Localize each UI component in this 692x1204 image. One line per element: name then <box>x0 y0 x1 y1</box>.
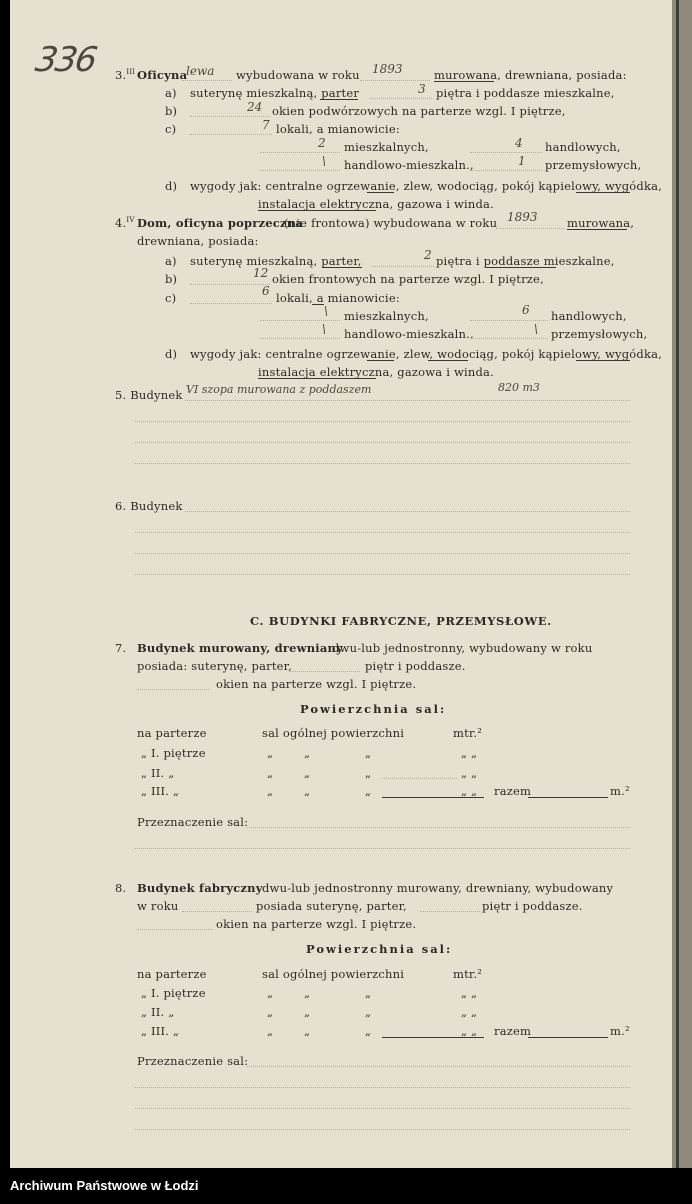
s3-t-mieszk: mieszkalnych, <box>344 140 429 154</box>
s8-row-label: na parterze <box>137 967 207 981</box>
ditto: „ <box>304 784 311 798</box>
fill-line <box>135 848 630 849</box>
fill-line <box>290 671 360 672</box>
ditto: „ <box>365 766 372 780</box>
s3-d-label: d) <box>165 179 178 193</box>
fill-line <box>135 463 630 464</box>
s3-text: wybudowana w roku <box>236 68 360 82</box>
s8-number: 8. <box>115 881 127 895</box>
s7-title: Budynek murowany, drewniany <box>137 641 343 655</box>
s4-c-text: lokali, a mianowicie: <box>276 291 400 305</box>
underline <box>567 229 627 230</box>
underline <box>434 81 494 82</box>
s4-a-text: suterynę mieszkalną, parter, <box>190 254 362 268</box>
s7-razem: razem <box>494 784 532 798</box>
s4-text: murowana, <box>567 216 635 230</box>
s7-text: piętr i poddasze. <box>365 659 466 673</box>
s7-number: 7. <box>115 641 127 655</box>
s4-hw-year: 1893 <box>507 210 538 224</box>
underline <box>367 360 394 361</box>
s7-przeznaczenie: Przeznaczenie sal: <box>137 815 249 829</box>
underline <box>322 267 362 268</box>
fill-line <box>135 574 630 575</box>
s8-title: Budynek fabryczny <box>137 881 263 895</box>
fill-line <box>370 98 432 99</box>
ditto: „ <box>267 1005 274 1019</box>
underline <box>428 360 468 361</box>
sum-line <box>528 1037 608 1038</box>
underline <box>320 99 358 100</box>
fill-line <box>135 442 630 443</box>
underline <box>576 360 630 361</box>
s4-t-przem: przemysłowych, <box>551 327 648 341</box>
s3-hw-side: lewa <box>186 64 215 78</box>
s8-row-text: sal ogólnej powierzchni <box>262 967 405 981</box>
fill-line <box>470 320 548 321</box>
s7-row-label: „ III. „ <box>141 784 180 798</box>
ditto: „ <box>267 746 274 760</box>
fill-line <box>382 778 457 779</box>
s3-title: Oficyna <box>137 68 188 82</box>
ditto: „ „ <box>461 784 478 798</box>
ditto: „ <box>365 1024 372 1038</box>
ditto: „ <box>304 746 311 760</box>
s7-m2: m.² <box>610 784 630 798</box>
fill-line <box>137 929 213 930</box>
fill-line <box>185 511 630 512</box>
fill-line <box>420 911 480 912</box>
fill-line <box>135 1108 630 1109</box>
s8-text: okien na parterze wzgl. I piętrze. <box>216 917 417 931</box>
fill-line <box>260 320 340 321</box>
fill-line <box>470 152 542 153</box>
s3-hw-lokali: 7 <box>262 118 270 132</box>
s4-hw-handl: 6 <box>522 303 530 317</box>
s3-b-text: okien podwórzowych na parterze wzgl. I piętrze, <box>272 104 566 118</box>
s4-hw-windows: 12 <box>253 266 269 280</box>
s4-hw-przem: \ <box>534 322 539 336</box>
s4-hw-hm: \ <box>322 322 327 336</box>
s3-hw-przem: 1 <box>518 154 526 168</box>
fill-line <box>360 80 430 81</box>
s3-hw-mieszk: 2 <box>318 136 326 150</box>
s3-d-text: instalacja elektryczna, gazowa i winda. <box>258 197 494 211</box>
s4-a-label: a) <box>165 254 177 268</box>
fill-line <box>135 532 630 533</box>
s3-hw-handl: 4 <box>515 136 523 150</box>
s8-text: dwu-lub jednostronny murowany, drewniany, wybudowany <box>262 881 614 895</box>
s7-row-text: sal ogólnej powierzchni <box>262 726 405 740</box>
ditto: „ <box>365 784 372 798</box>
s3-a-text: piętra i poddasze mieszkalne, <box>436 86 615 100</box>
fill-line <box>190 116 270 117</box>
underline <box>312 304 324 305</box>
ditto: „ <box>365 986 372 1000</box>
s4-text: (nie frontowa) wybudowana w roku <box>284 216 498 230</box>
s7-row-unit: mtr.² <box>453 726 483 740</box>
underline <box>486 267 556 268</box>
fill-line <box>372 266 434 267</box>
s7-row-label: na parterze <box>137 726 207 740</box>
s7-text: okien na parterze wzgl. I piętrze. <box>216 677 417 691</box>
s4-d-text: wygody jak: centralne ogrzewanie, zlew, wodociąg, pokój kąpielowy, wygódka, <box>190 347 663 361</box>
s8-razem: razem <box>494 1024 532 1038</box>
fill-line <box>137 689 209 690</box>
s4-hw-lokali: 6 <box>262 284 270 298</box>
fill-line <box>135 1087 630 1088</box>
s4-hw-floors: 2 <box>424 248 432 262</box>
s4-number: 4.$^{IV}$ <box>115 216 135 230</box>
s4-hw-mieszk: \ <box>324 304 329 318</box>
fill-line <box>247 827 630 828</box>
s3-t-przem: przemysłowych, <box>545 158 642 172</box>
fill-line <box>135 1129 630 1130</box>
s4-b-label: b) <box>165 272 178 286</box>
s3-t-hm: handlowo-mieszkaln., <box>344 158 474 172</box>
s7-pow-heading: Powierzchnia sal: <box>300 702 447 716</box>
document-page <box>10 0 672 1168</box>
s4-c-label: c) <box>165 291 177 305</box>
page-number-handwritten: 336 <box>32 40 99 80</box>
s4-a-text: piętra i poddasze mieszkalne, <box>436 254 615 268</box>
ditto: „ „ <box>461 1024 478 1038</box>
s8-przeznaczenie: Przeznaczenie sal: <box>137 1054 249 1068</box>
s7-text: posiada: suterynę, parter, <box>137 659 292 673</box>
s3-c-text: lokali, a mianowicie: <box>276 122 400 136</box>
underline <box>367 192 394 193</box>
ditto: „ „ <box>461 766 478 780</box>
s5-label: 5. Budynek <box>115 388 183 402</box>
s6-label: 6. Budynek <box>115 499 183 513</box>
fill-line <box>260 152 340 153</box>
s3-c-label: c) <box>165 122 177 136</box>
s4-title: Dom, oficyna poprzeczna <box>137 216 303 230</box>
fill-line <box>135 553 630 554</box>
fill-line <box>247 1066 630 1067</box>
s4-d-text: instalacja elektryczna, gazowa i winda. <box>258 365 494 379</box>
s8-text: w roku <box>137 899 179 913</box>
fill-line <box>190 134 272 135</box>
s3-t-handl: handlowych, <box>545 140 621 154</box>
ditto: „ „ <box>461 746 478 760</box>
s8-row-label: „ III. „ <box>141 1024 180 1038</box>
s8-text: piętr i poddasze. <box>482 899 583 913</box>
s7-row-label: „ I. piętrze <box>141 746 206 760</box>
s8-text: posiada suterynę, parter, <box>256 899 407 913</box>
ditto: „ <box>267 784 274 798</box>
s3-a-text: suterynę mieszkalną, parter <box>190 86 360 100</box>
s8-row-label: „ II. „ <box>141 1005 175 1019</box>
s4-d-label: d) <box>165 347 178 361</box>
fill-line <box>470 170 542 171</box>
s3-d-text: wygody jak: centralne ogrzewanie, zlew, wodociąg, pokój kąpielowy, wygódka, <box>190 179 663 193</box>
ditto: „ <box>267 986 274 1000</box>
underline <box>258 210 376 211</box>
section-c-heading: C. BUDYNKI FABRYCZNE, PRZEMYSŁOWE. <box>250 614 552 628</box>
fill-line <box>190 284 270 285</box>
s4-t-mieszk: mieszkalnych, <box>344 309 429 323</box>
fill-line <box>182 911 252 912</box>
s3-b-label: b) <box>165 104 178 118</box>
ditto: „ <box>365 746 372 760</box>
s3-hw-floors: 3 <box>418 82 426 96</box>
fill-line <box>496 228 564 229</box>
s4-text: drewniana, posiada: <box>137 234 259 248</box>
archive-name: Archiwum Państwowe w Łodzi <box>10 1178 199 1193</box>
s4-t-handl: handlowych, <box>551 309 627 323</box>
ditto: „ <box>304 1005 311 1019</box>
underline <box>258 378 376 379</box>
underline <box>576 192 630 193</box>
ditto: „ „ <box>461 986 478 1000</box>
s5-handwriting: VI szopa murowana z poddaszem <box>186 383 372 396</box>
ditto: „ <box>304 986 311 1000</box>
s7-row-label: „ II. „ <box>141 766 175 780</box>
sum-line <box>528 797 608 798</box>
fill-line <box>260 170 340 171</box>
ditto: „ <box>267 766 274 780</box>
s8-pow-heading: Powierzchnia sal: <box>306 942 453 956</box>
fill-line <box>185 400 630 401</box>
fill-line <box>260 338 340 339</box>
s3-number: 3.$^{III}$ <box>115 68 136 82</box>
book-binding-edge <box>672 0 692 1168</box>
s3-a-label: a) <box>165 86 177 100</box>
ditto: „ „ <box>461 1005 478 1019</box>
ditto: „ <box>267 1024 274 1038</box>
s8-row-label: „ I. piętrze <box>141 986 206 1000</box>
ditto: „ <box>304 766 311 780</box>
archive-footer <box>0 1168 692 1204</box>
s4-b-text: okien frontowych na parterze wzgl. I piętrze, <box>272 272 544 286</box>
s7-text: dwu-lub jednostronny, wybudowany w roku <box>332 641 593 655</box>
s3-hw-hm: \ <box>322 154 327 168</box>
s3-text: murowana, drewniana, posiada: <box>434 68 627 82</box>
s8-row-unit: mtr.² <box>453 967 483 981</box>
s3-hw-windows: 24 <box>247 100 263 114</box>
s8-m2: m.² <box>610 1024 630 1038</box>
s4-t-hm: handlowo-mieszkaln., <box>344 327 474 341</box>
fill-line <box>190 303 272 304</box>
ditto: „ <box>304 1024 311 1038</box>
fill-line <box>135 421 630 422</box>
s5-handwriting-volume: 820 m3 <box>498 381 540 394</box>
s3-hw-year: 1893 <box>372 62 403 76</box>
ditto: „ <box>365 1005 372 1019</box>
fill-line <box>182 80 232 81</box>
fill-line <box>470 338 548 339</box>
